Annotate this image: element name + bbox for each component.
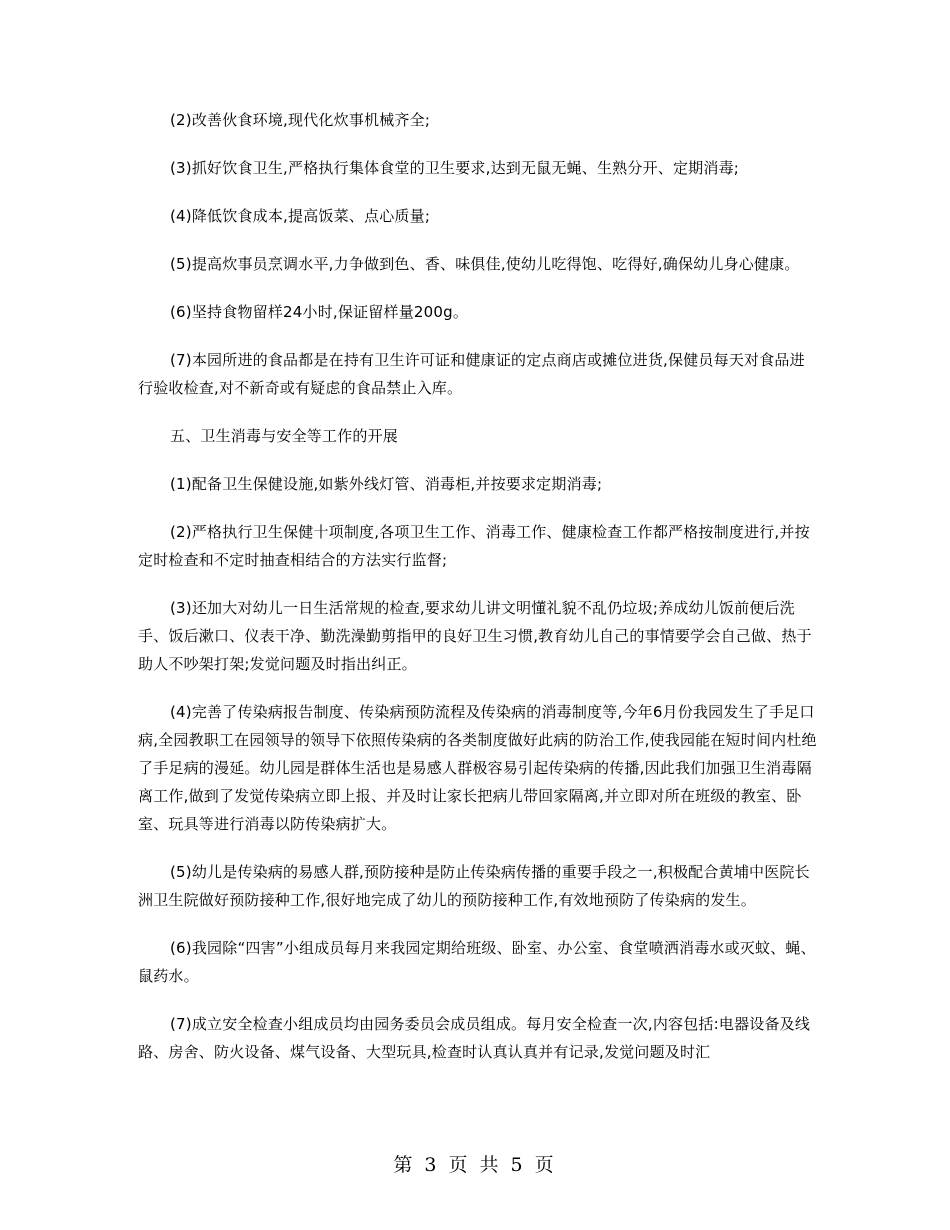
paragraph-5-cooking-level: (5)提高炊事员烹调水平,力争做到色、香、味俱佳,使幼儿吃得饱、吃得好,确保幼儿身心健康。 <box>170 255 800 273</box>
paragraph-3-daily-routine: (3)还加大对幼儿一日生活常规的检查,要求幼儿讲文明懂礼貌不乱仍垃圾;养成幼儿饭前便后洗手、饭后漱口、仪表干净、勤洗澡勤剪指甲的良好卫生习惯,教育幼儿自己的事情要学会自己做、热于助人不吵架打架;发觉问题及时指出纠正。 <box>138 599 812 673</box>
section-heading-hygiene-safety: 五、卫生消毒与安全等工作的开展 <box>170 427 399 445</box>
paragraph-4-infectious-disease: (4)完善了传染病报告制度、传染病预防流程及传染病的消毒制度等,今年6月份我园发生了手足口病,全园教职工在园领导的领导下依照传染病的各类制度做好此病的防治工作,使我园能在短时间内杜绝了手足病的漫延。幼儿园是群体生活也是易感人群极容易引起传染病的传播,因此我们加强卫生消毒隔离工作,做到了发觉传染病立即上报、并及时让家长把病儿带回家隔离,并立即对所在班级的教室、卧室、玩具等进行消毒以防传染病扩大。 <box>138 703 817 833</box>
paragraph-6-food-samples: (6)坚持食物留样24小时,保证留样量200g。 <box>170 303 469 321</box>
paragraph-7-safety-inspection: (7)成立安全检查小组成员均由园务委员会成员组成。每月安全检查一次,内容包括:电器设备及线路、房舍、防火设备、煤气设备、大型玩具,检查时认真认真并有记录,发觉问题及时汇 <box>138 1015 811 1061</box>
page-number-footer: 第 3 页 共 5 页 <box>393 1154 557 1176</box>
paragraph-2-kitchen-equipment: (2)改善伙食环境,现代化炊事机械齐全; <box>170 111 431 129</box>
paragraph-3-food-hygiene: (3)抓好饮食卫生,严格执行集体食堂的卫生要求,达到无鼠无蝇、生熟分开、定期消毒; <box>170 159 740 177</box>
paragraph-5-vaccination: (5)幼儿是传染病的易感人群,预防接种是防止传染病传播的重要手段之一,积极配合黄埔中医院长洲卫生院做好预防接种工作,很好地完成了幼儿的预防接种工作,有效地预防了传染病的发生。 <box>138 863 810 909</box>
paragraph-6-pest-control: (6)我园除“四害”小组成员每月来我园定期给班级、卧室、办公室、食堂喷洒消毒水或灭蚊、蝇、鼠药水。 <box>138 939 816 985</box>
paragraph-2-health-rules: (2)严格执行卫生保健十项制度,各项卫生工作、消毒工作、健康检查工作都严格按制度进行,并按定时检查和不定时抽查相结合的方法实行监督; <box>138 523 810 569</box>
paragraph-7-food-inspection: (7)本园所进的食品都是在持有卫生许可证和健康证的定点商店或摊位进货,保健员每天对食品进行验收检查,对不新奇或有疑虑的食品禁止入库。 <box>138 351 805 397</box>
paragraph-1-hygiene-facilities: (1)配备卫生保健设施,如紫外线灯管、消毒柜,并按要求定期消毒; <box>170 475 603 493</box>
paragraph-4-food-cost: (4)降低饮食成本,提高饭菜、点心质量; <box>170 207 431 225</box>
document-body <box>138 106 818 1086</box>
